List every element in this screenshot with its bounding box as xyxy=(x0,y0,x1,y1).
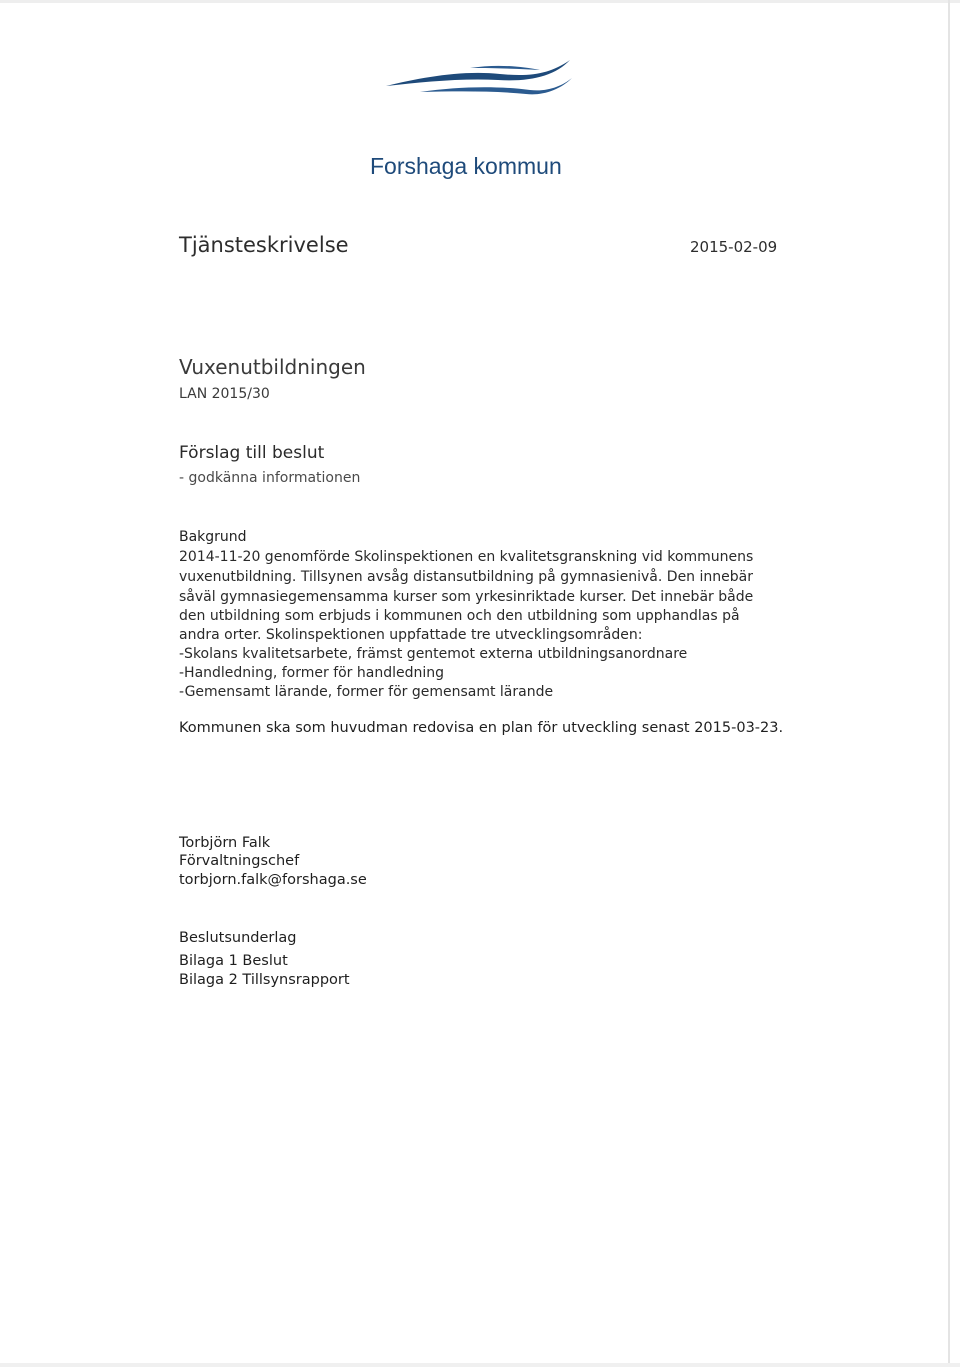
document-subject: Vuxenutbildningen xyxy=(179,355,366,379)
signature-title: Förvaltningschef xyxy=(179,853,300,869)
background-line: den utbildning som erbjuds i kommunen och den utbildning som upphandlas på xyxy=(179,608,740,624)
background-line: såväl gymnasiegemensamma kurser som yrkesinriktade kurser. Det innebär både xyxy=(179,589,754,605)
background-line: vuxenutbildning. Tillsynen avsåg distansutbildning på gymnasienivå. Den innebär xyxy=(179,569,753,585)
document-type: Tjänsteskrivelse xyxy=(179,233,349,257)
background-line: -Gemensamt lärande, former för gemensamt lärande xyxy=(179,684,554,700)
scan-edge-top xyxy=(0,0,960,3)
attachment-item: Bilaga 1 Beslut xyxy=(179,953,288,969)
background-line: -Skolans kvalitetsarbete, främst gentemot externa utbildningsanordnare xyxy=(179,646,688,662)
diarie-number: LAN 2015/30 xyxy=(179,386,270,402)
attachments-heading: Beslutsunderlag xyxy=(179,930,297,946)
signature-email: torbjorn.falk@forshaga.se xyxy=(179,872,367,888)
municipality-logo xyxy=(366,56,586,179)
background-line: -Handledning, former för handledning xyxy=(179,665,445,681)
background-line: andra orter. Skolinspektionen uppfattade tre utvecklingsområden: xyxy=(179,627,643,643)
background-line: 2014-11-20 genomförde Skolinspektionen en kvalitetsgranskning vid kommunens xyxy=(179,549,754,565)
conclusion-text: Kommunen ska som huvudman redovisa en plan för utveckling senast 2015-03-23. xyxy=(179,720,784,736)
proposal-item: - godkänna informationen xyxy=(179,470,361,486)
attachment-item: Bilaga 2 Tillsynsrapport xyxy=(179,972,350,988)
logo-text: Forshaga kommun xyxy=(370,153,562,179)
document-date: 2015-02-09 xyxy=(690,238,778,256)
background-heading: Bakgrund xyxy=(179,529,247,545)
scan-edge-right xyxy=(948,0,950,1367)
proposal-heading: Förslag till beslut xyxy=(179,443,325,463)
scan-edge-bottom xyxy=(0,1363,960,1367)
signature-name: Torbjörn Falk xyxy=(179,835,271,851)
wave-logo-icon xyxy=(380,56,580,100)
